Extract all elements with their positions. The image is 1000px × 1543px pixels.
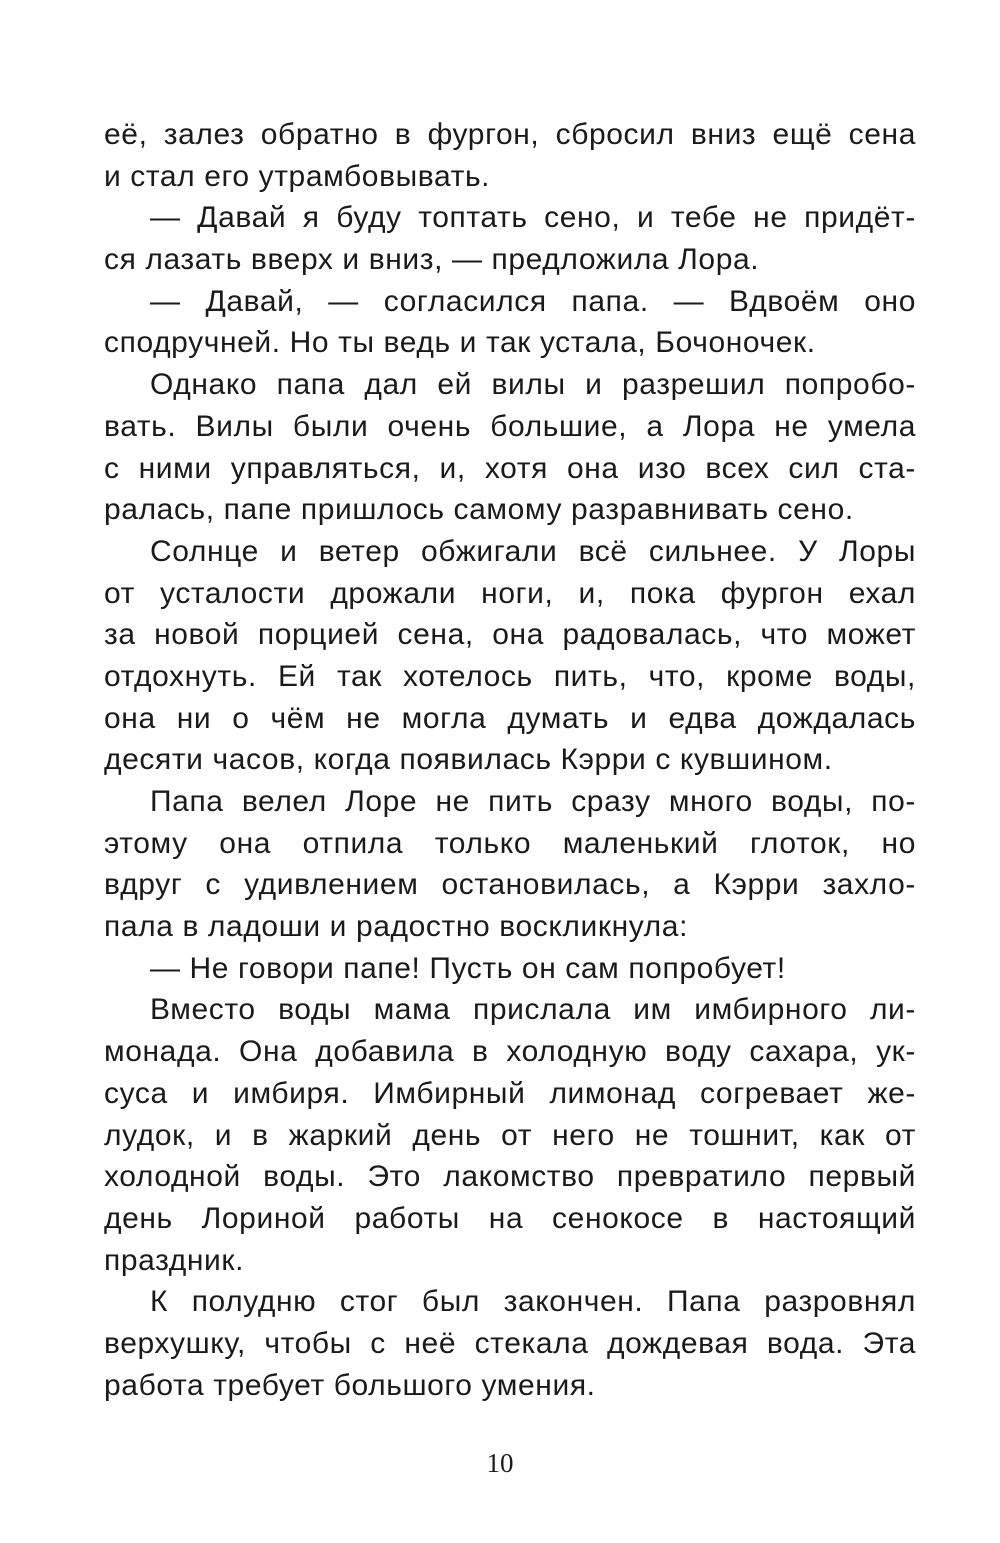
text-line: верхушку, чтобы с неё стекала дождевая вода. Эта (104, 1326, 916, 1360)
text-line: этому она отпила только маленький глоток, но (104, 826, 916, 860)
text-line: и стал его утрамбовывать. (104, 159, 491, 193)
text-line: холодной воды. Это лакомство превратило первый (104, 1160, 916, 1194)
text-line: Папа велел Лоре не пить сразу много воды, по- (150, 785, 916, 818)
text-line: вать. Вилы были очень большие, а Лора не умела (104, 409, 916, 443)
text-line: день Лориной работы на сенокосе в настоящий (104, 1201, 916, 1235)
text-line: её, залез обратно в фургон, сбросил вниз ещё сена (104, 118, 916, 151)
text-line: — Давай, — согласился папа. — Вдвоём оно (150, 284, 916, 318)
page-number: 10 (486, 1448, 514, 1478)
text-line: — Давай я буду топтать сено, и тебе не придёт- (150, 201, 916, 235)
text-line: К полудню стог был закончен. Папа разровнял (150, 1285, 916, 1319)
text-line: праздник. (104, 1243, 245, 1277)
text-line: монада. Она добавила в холодную воду сахара, ук- (104, 1035, 916, 1069)
text-line: Вместо воды мама прислала им имбирного ли- (150, 993, 916, 1027)
text-line: от усталости дрожали ноги, и, пока фургон ехал (104, 576, 916, 610)
text-line: десяти часов, когда появилась Кэрри с кувшином. (104, 743, 833, 777)
text-line: она ни о чём не могла думать и едва дождалась (104, 701, 916, 735)
text-line: суса и имбиря. Имбирный лимонад согревает же- (104, 1076, 916, 1110)
text-line: за новой порцией сена, она радовалась, что может (104, 618, 916, 652)
text-line: работа требует большого умения. (104, 1368, 596, 1402)
body-text (104, 114, 916, 1406)
text-line: ралась, папе пришлось самому разравнивать сено. (104, 493, 854, 527)
text-line: отдохнуть. Ей так хотелось пить, что, кроме воды, (104, 659, 916, 693)
text-line: вдруг с удивлением остановилась, а Кэрри захло- (104, 868, 916, 902)
text-line: Солнце и ветер обжигали всё сильнее. У Лоры (150, 534, 916, 568)
text-line: сподручней. Но ты ведь и так устала, Бочоночек. (104, 326, 816, 360)
text-line: — Не говори папе! Пусть он сам попробует! (150, 951, 786, 985)
text-line: с ними управляться, и, хотя она изо всех сил ста- (104, 451, 916, 485)
text-line: пала в ладоши и радостно воскликнула: (104, 910, 689, 944)
text-line: ся лазать вверх и вниз, — предложила Лора. (104, 243, 760, 277)
text-line: Однако папа дал ей вилы и разрешил попробо- (150, 368, 916, 402)
text-line: лудок, и в жаркий день от него не тошнит, как от (104, 1118, 916, 1152)
